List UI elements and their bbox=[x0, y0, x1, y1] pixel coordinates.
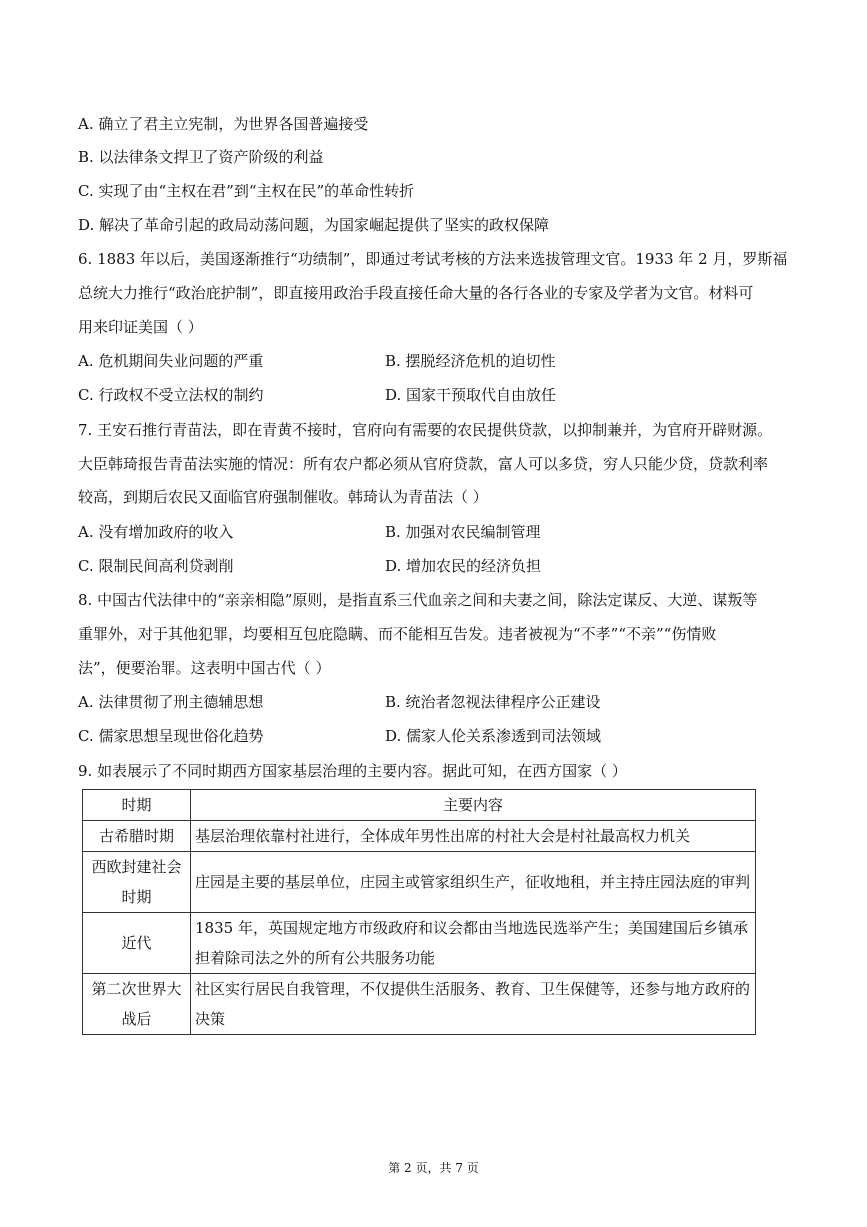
q8-option-c: C. 儒家思想呈现世俗化趋势 bbox=[78, 727, 264, 745]
q5-option-a: A. 确立了君主立宪制，为世界各国普遍接受 bbox=[78, 115, 369, 133]
table-cell-content: 庄园是主要的基层单位，庄园主或管家组织生产，征收地租，并主持庄园法庭的审判 bbox=[191, 852, 756, 913]
q6-stem-line-1: 6. 1883 年以后，美国逐渐推行“功绩制”，即通过考试考核的方法来选拔管理文官。1933 年 2 月，罗斯福 bbox=[78, 250, 788, 268]
q7-stem-line-1: 7. 王安石推行青苗法，即在青黄不接时，官府向有需要的农民提供贷款，以抑制兼并，为官府开辟财源。 bbox=[78, 421, 773, 439]
table-row bbox=[83, 821, 756, 852]
q7-stem-line-2: 大臣韩琦报告青苗法实施的情况：所有农户都必须从官府贷款，富人可以多贷，穷人只能少贷，贷款利率 bbox=[78, 455, 769, 473]
table-row bbox=[83, 974, 756, 1035]
table-cell-content: 1835 年，英国规定地方市级政府和议会都由当地选民选举产生；美国建国后乡镇承担着除司法之外的所有公共服务功能 bbox=[191, 913, 756, 974]
table-header-content: 主要内容 bbox=[191, 790, 756, 821]
q6-option-d: D. 国家干预取代自由放任 bbox=[385, 386, 557, 404]
q6-option-c: C. 行政权不受立法权的制约 bbox=[78, 386, 264, 404]
table-cell-period: 近代 bbox=[83, 913, 191, 974]
q6-stem-line-2: 总统大力推行“政治庇护制”，即直接用政治手段直接任命大量的各行各业的专家及学者为文官。材料可 bbox=[78, 284, 754, 302]
q8-option-d: D. 儒家人伦关系渗透到司法领域 bbox=[385, 727, 602, 745]
q6-option-b: B. 摆脱经济危机的迫切性 bbox=[385, 352, 556, 370]
q8-stem-line-3: 法”，便要治罪。这表明中国古代（ ） bbox=[78, 659, 331, 677]
q8-option-b: B. 统治者忽视法律程序公正建设 bbox=[385, 693, 601, 711]
q8-stem-line-2: 重罪外，对于其他犯罪，均要相互包庇隐瞒、而不能相互告发。违者被视为“不孝”“不亲”“伤情败 bbox=[78, 625, 717, 643]
q5-option-d: D. 解决了革命引起的政局动荡问题，为国家崛起提供了坚实的政权保障 bbox=[78, 216, 550, 234]
table-row bbox=[83, 913, 756, 974]
q6-option-a: A. 危机期间失业问题的严重 bbox=[78, 352, 264, 370]
q5-option-c: C. 实现了由“主权在君”到“主权在民”的革命性转折 bbox=[78, 182, 415, 200]
q7-option-d: D. 增加农民的经济负担 bbox=[385, 557, 542, 575]
table-row bbox=[83, 852, 756, 913]
q8-stem-line-1: 8. 中国古代法律中的“亲亲相隐”原则，是指直系三代血亲之间和夫妻之间，除法定谋反、大逆、谋叛等 bbox=[78, 591, 758, 609]
table-cell-period: 第二次世界大战后 bbox=[83, 974, 191, 1035]
table-header-period: 时期 bbox=[83, 790, 191, 821]
table-cell-content: 社区实行居民自我管理，不仅提供生活服务、教育、卫生保健等，还参与地方政府的决策 bbox=[191, 974, 756, 1035]
q6-stem-line-3: 用来印证美国（ ） bbox=[78, 318, 203, 336]
q5-option-b: B. 以法律条文捍卫了资产阶级的利益 bbox=[78, 148, 324, 166]
q9-stem: 9. 如表展示了不同时期西方国家基层治理的主要内容。据此可知，在西方国家（ ） bbox=[78, 762, 627, 780]
table-cell-period: 古希腊时期 bbox=[83, 821, 191, 852]
q7-option-b: B. 加强对农民编制管理 bbox=[385, 523, 541, 541]
q8-option-a: A. 法律贯彻了刑主德辅思想 bbox=[78, 693, 264, 711]
table-header-row bbox=[83, 790, 756, 821]
q7-option-c: C. 限制民间高利贷剥削 bbox=[78, 557, 234, 575]
table-cell-period: 西欧封建社会时期 bbox=[83, 852, 191, 913]
q7-option-a: A. 没有增加政府的收入 bbox=[78, 523, 234, 541]
page-footer: 第 2 页，共 7 页 bbox=[388, 1161, 479, 1175]
governance-table bbox=[82, 789, 756, 1035]
table-cell-content: 基层治理依靠村社进行，全体成年男性出席的村社大会是村社最高权力机关 bbox=[191, 821, 756, 852]
q7-stem-line-3: 较高，到期后农民又面临官府强制催收。韩琦认为青苗法（ ） bbox=[78, 488, 488, 506]
